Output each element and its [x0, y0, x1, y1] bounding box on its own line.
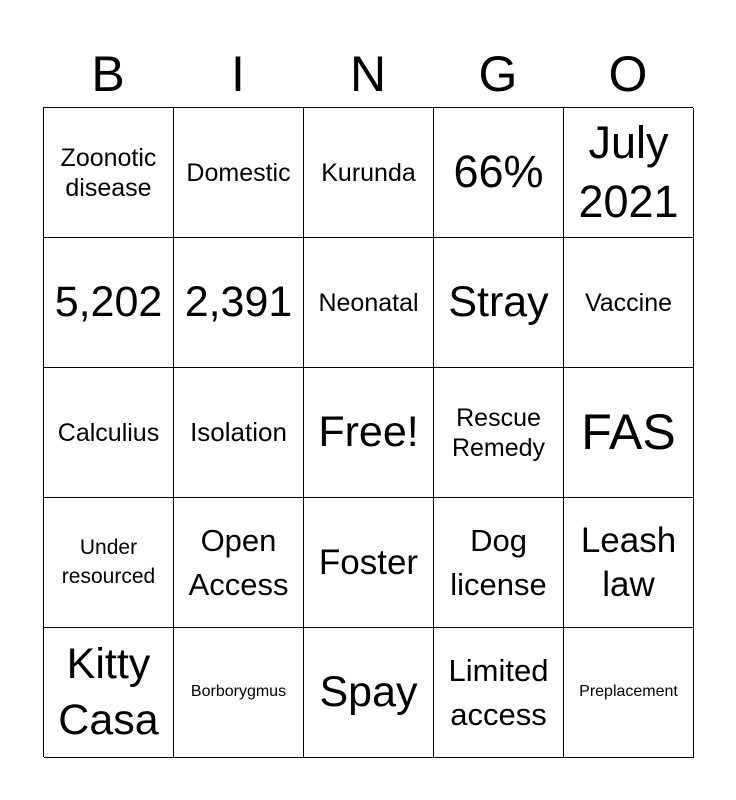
cell-label: Calculius	[57, 418, 160, 447]
bingo-cell-i5[interactable]	[174, 628, 304, 758]
bingo-cell-o2[interactable]	[564, 238, 694, 368]
cell-label: Free!	[318, 407, 419, 456]
header-letter-o: O	[608, 46, 648, 102]
cell-label: Kitty Casa	[58, 639, 159, 744]
bingo-cell-n5[interactable]	[304, 628, 434, 758]
cell-label: Limited access	[448, 653, 549, 732]
cell-label: Zoonotic disease	[60, 143, 157, 202]
bingo-cell-o3[interactable]	[564, 368, 694, 498]
cell-label: Rescue Remedy	[451, 403, 546, 462]
bingo-cell-o4[interactable]	[564, 498, 694, 628]
bingo-cell-o5[interactable]	[564, 628, 694, 758]
bingo-cell-i2[interactable]	[174, 238, 304, 368]
cell-label: July 2021	[578, 117, 679, 227]
bingo-cell-o1[interactable]	[564, 108, 694, 238]
cell-label: Borborygmus	[190, 683, 287, 701]
cell-label: Spay	[319, 667, 418, 716]
cell-label: Open Access	[188, 523, 289, 602]
bingo-board	[43, 107, 693, 757]
cell-label: Stray	[448, 277, 549, 326]
bingo-cell-n1[interactable]	[304, 108, 434, 238]
header-letter-i: I	[231, 46, 245, 102]
bingo-cell-b3[interactable]	[44, 368, 174, 498]
cell-label: Preplacement	[579, 683, 678, 701]
header-letter-g: G	[478, 46, 518, 102]
cell-label: 5,202	[54, 277, 163, 326]
bingo-cell-i4[interactable]	[174, 498, 304, 628]
bingo-cell-n4[interactable]	[304, 498, 434, 628]
bingo-cell-g4[interactable]	[434, 498, 564, 628]
cell-label: Leash law	[580, 520, 677, 604]
bingo-cell-g3[interactable]	[434, 368, 564, 498]
cell-label: Dog license	[450, 523, 547, 602]
cell-label: 2,391	[184, 277, 293, 326]
header-letter-b: B	[91, 46, 125, 102]
bingo-cell-b5[interactable]	[44, 628, 174, 758]
bingo-cell-i3[interactable]	[174, 368, 304, 498]
cell-label: 66%	[453, 146, 544, 198]
header-letter-n: N	[349, 46, 387, 102]
bingo-cell-g2[interactable]	[434, 238, 564, 368]
cell-label: Foster	[318, 542, 419, 582]
cell-label: Vaccine	[584, 288, 673, 317]
bingo-cell-g1[interactable]	[434, 108, 564, 238]
bingo-cell-g5[interactable]	[434, 628, 564, 758]
bingo-header	[43, 40, 693, 108]
bingo-cell-n3[interactable]	[304, 368, 434, 498]
cell-label: Under resourced	[61, 536, 156, 588]
cell-label: Domestic	[186, 158, 291, 187]
cell-label: Isolation	[190, 416, 287, 447]
bingo-cell-i1[interactable]	[174, 108, 304, 238]
bingo-cell-b1[interactable]	[44, 108, 174, 238]
bingo-cell-n2[interactable]	[304, 238, 434, 368]
bingo-cell-b4[interactable]	[44, 498, 174, 628]
cell-label: Neonatal	[318, 288, 419, 317]
cell-label: Kurunda	[321, 158, 416, 187]
bingo-cell-b2[interactable]	[44, 238, 174, 368]
cell-label: FAS	[581, 404, 676, 460]
